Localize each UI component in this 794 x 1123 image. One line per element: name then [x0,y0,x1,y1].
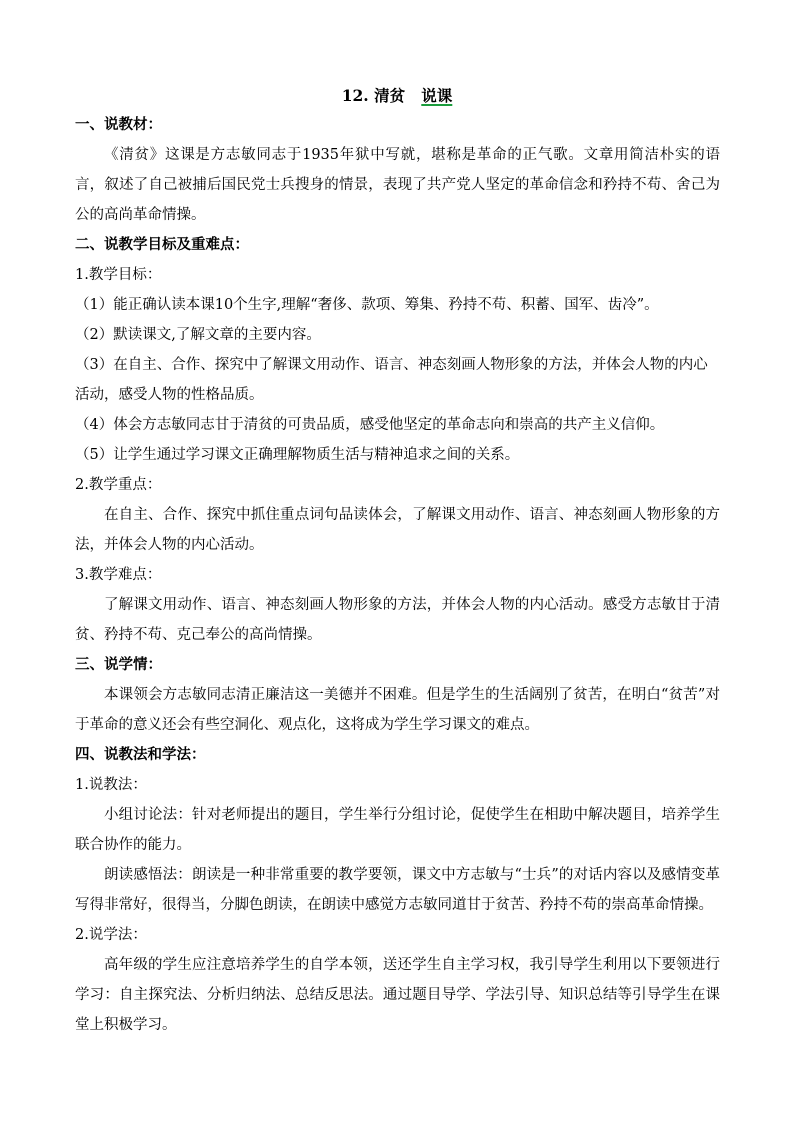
subheading-teaching-methods: 1.说教法： [75,777,147,793]
paragraph-group-discussion: 小组讨论法：针对老师提出的题目，学生举行分组讨论，促使学生在相助中解决题目，培养学生联合协作的能力。 [75,807,720,853]
paragraph-textbook: 《清贫》这课是方志敏同志于1935年狱中写就，堪称是革命的正气歌。文章用简洁朴实的语言，叙述了自己被捕后国民党士兵搜身的情景，表现了共产党人坚定的革命信念和矜持不苟、舍己为公的高尚革命情操。 [75,147,720,223]
subheading-difficulties: 3.教学难点： [75,567,162,583]
paragraph-difficulties: 了解课文用动作、语言、神态刻画人物形象的方法，并体会人物的内心活动。感受方志敏甘于清贫、矜持不苟、克己奉公的高尚情操。 [75,597,720,643]
paragraph-students: 本课领会方志敏同志清正廉洁这一美德并不困难。但是学生的生活阔别了贫苦，在明白“贫苦”对于革命的意义还会有些空洞化、观点化，这将成为学生学习课文的难点。 [75,687,720,733]
section-heading-2: 二、说教学目标及重难点： [75,236,249,253]
subheading-learning-methods: 2.说学法： [75,927,147,943]
goal-item-1: （1）能正确认读本课10个生字,理解“奢侈、款项、筹集、矜持不苟、积蓄、国军、齿冷”。 [75,297,659,313]
document-body [75,110,720,1040]
title-sub: 说课 [421,86,453,105]
section-heading-3: 三、说学情： [75,656,162,673]
goal-item-2: （2）默读课文,了解文章的主要内容。 [75,327,321,343]
section-heading-4: 四、说教法和学法： [75,746,206,763]
title-main: 12. 清贫 [341,86,406,105]
section-heading-1: 一、说教材： [75,116,162,133]
paragraph-key-points: 在自主、合作、探究中抓住重点词句品读体会，了解课文用动作、语言、神态刻画人物形象的方法，并体会人物的内心活动。 [75,507,720,553]
goal-item-4: （4）体会方志敏同志甘于清贫的可贵品质，感受他坚定的革命志向和崇高的共产主义信仰。 [75,417,665,433]
subheading-goals: 1.教学目标： [75,267,162,283]
paragraph-reading-method: 朗读感悟法：朗读是一种非常重要的教学要领，课文中方志敏与“士兵”的对话内容以及感情变革写得非常好，很得当，分脚色朗读，在朗读中感觉方志敏同道甘于贫苦、矜持不苟的崇高革命情操。 [75,867,720,913]
goal-item-5: （5）让学生通过学习课文正确理解物质生活与精神追求之间的关系。 [75,447,520,463]
paragraph-learning-methods: 高年级的学生应注意培养学生的自学本领，送还学生自主学习权，我引导学生利用以下要领进行学习：自主探究法、分析归纳法、总结反思法。通过题目导学、学法引导、知识总结等引导学生在课堂上积极学习。 [75,957,720,1033]
goal-item-3: （3）在自主、合作、探究中了解课文用动作、语言、神态刻画人物形象的方法，并体会人物的内心活动，感受人物的性格品质。 [75,357,708,403]
page-title [0,84,794,108]
subheading-key-points: 2.教学重点： [75,477,162,493]
